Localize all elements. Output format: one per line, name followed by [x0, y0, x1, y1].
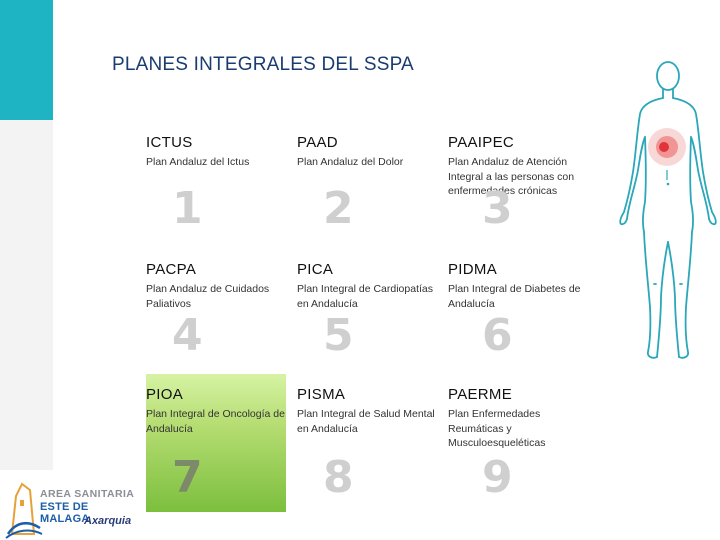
plan-card-pica: [297, 255, 437, 377]
plan-description: Plan Andaluz de Atención Integral a las personas con enfermedades crónicas: [448, 156, 575, 197]
plan-card-pisma: [297, 374, 437, 512]
plan-code: PAAD: [297, 134, 338, 151]
accent-block: [0, 0, 53, 120]
plan-card-paerme: [448, 374, 588, 512]
plan-code: PIOA: [146, 386, 184, 403]
plan-number: 4: [172, 310, 203, 361]
plan-number: 6: [482, 310, 513, 361]
plan-number: 9: [482, 452, 513, 503]
plan-number: 8: [323, 452, 354, 503]
plan-code: PAERME: [448, 386, 513, 403]
plan-number: 2: [323, 183, 354, 234]
plan-number: 5: [323, 310, 354, 361]
plan-description: Plan Andaluz del Ictus: [146, 156, 250, 168]
plan-description: Plan Integral de Oncología de Andalucía: [146, 408, 285, 435]
plan-number: 7: [172, 452, 203, 503]
plan-card-ictus: [146, 128, 286, 250]
slide-title: PLANES INTEGRALES DEL SSPA: [112, 54, 414, 75]
plan-card-pidma: [448, 255, 588, 377]
plan-code: PACPA: [146, 261, 197, 278]
plan-description: Plan Enfermedades Reumáticas y Musculoesqueléticas: [448, 408, 546, 449]
area-sanitaria-logo: [0, 470, 135, 540]
plan-code: PISMA: [297, 386, 346, 403]
logo-line-3: Axarquia: [84, 515, 132, 527]
plan-number: 3: [482, 183, 513, 234]
human-body-outline-icon: [615, 52, 720, 367]
plan-code: PICA: [297, 261, 334, 278]
plan-code: PIDMA: [448, 261, 498, 278]
plan-description: Plan Integral de Salud Mental en Andalucía: [297, 408, 435, 435]
logo-line-1: AREA SANITARIA: [40, 488, 135, 500]
tower-logo-icon: [2, 470, 44, 540]
plan-description: Plan Andaluz de Cuidados Paliativos: [146, 283, 270, 310]
plan-description: Plan Integral de Diabetes de Andalucía: [448, 283, 581, 310]
plan-number: 1: [172, 183, 203, 234]
plan-card-pacpa: [146, 255, 286, 377]
plan-card-paaipec: [448, 128, 588, 250]
logo-line-2: ESTE DE MALAGA: [40, 501, 90, 525]
plan-description: Plan Andaluz del Dolor: [297, 156, 404, 168]
plan-description: Plan Integral de Cardiopatías en Andalucía: [297, 283, 434, 310]
plan-card-pioa: [146, 374, 286, 512]
plan-code: ICTUS: [146, 134, 193, 151]
plan-code: PAAIPEC: [448, 134, 515, 151]
plan-card-paad: [297, 128, 437, 250]
